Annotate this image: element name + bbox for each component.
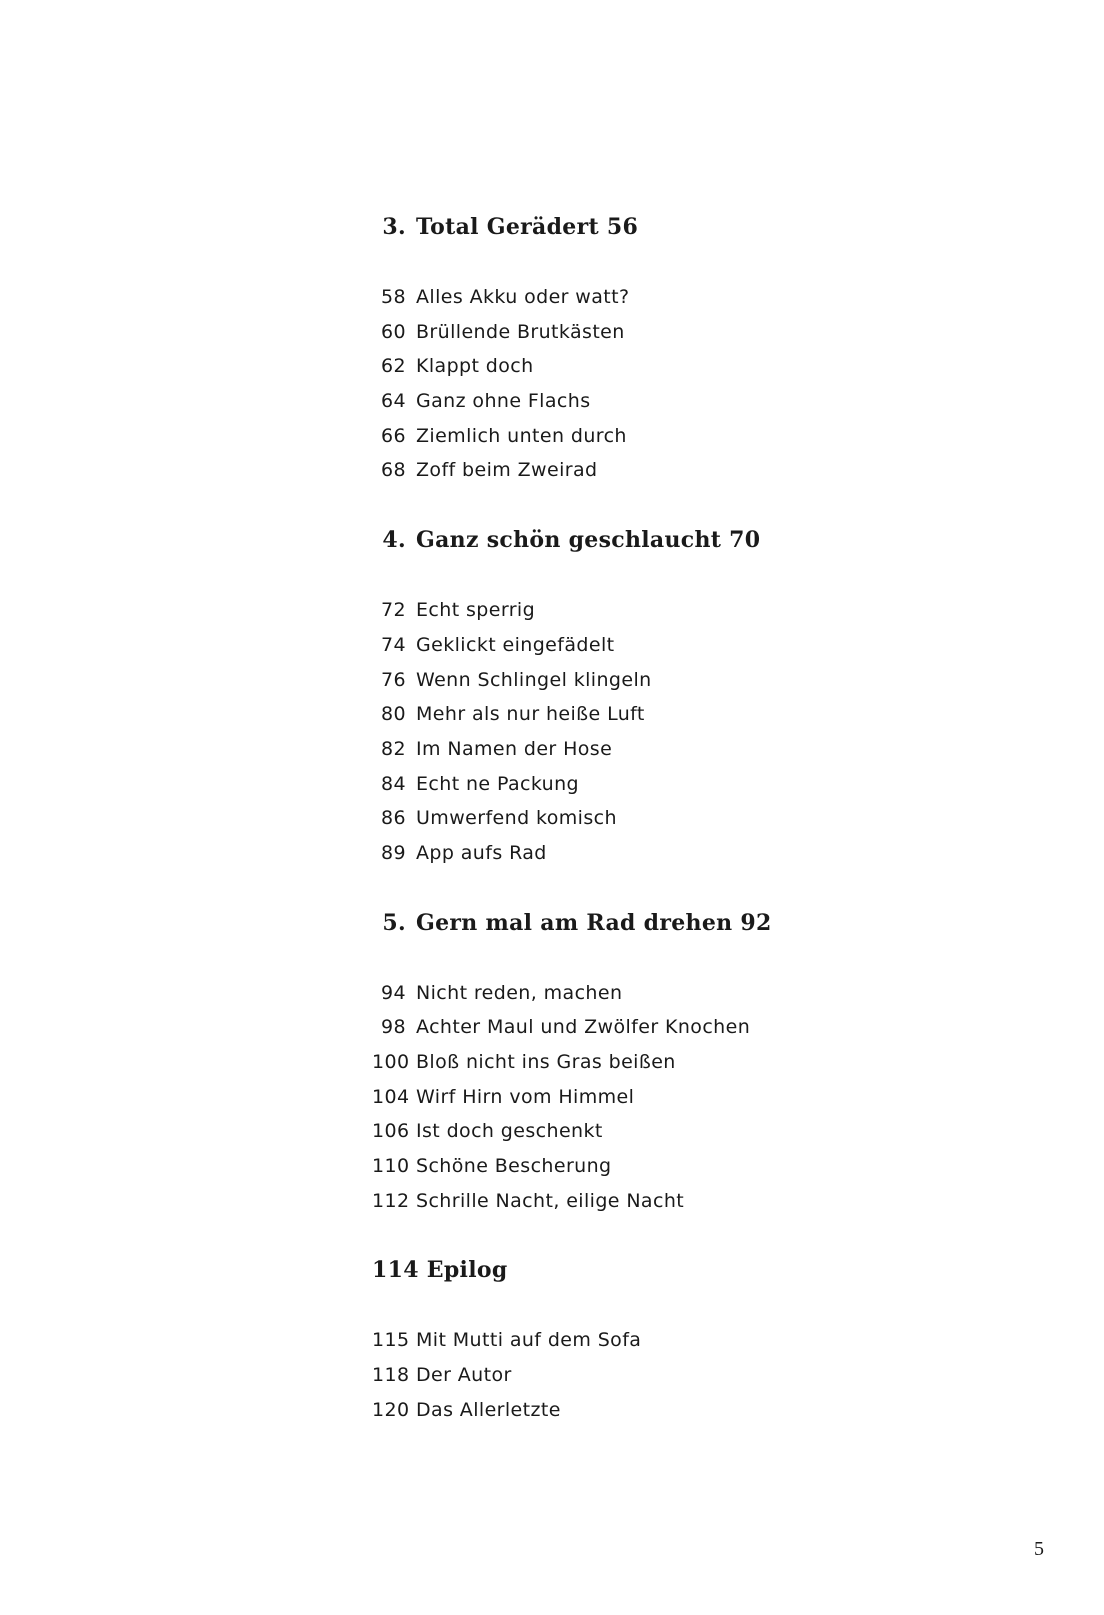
toc-entry: [372, 1323, 892, 1358]
entry-page: 118: [372, 1364, 410, 1387]
toc-entry: [372, 836, 892, 871]
entry-page: 104: [372, 1085, 410, 1108]
entry-page: 120: [372, 1398, 410, 1421]
entry-page: 74: [381, 633, 406, 656]
entry-page: 86: [381, 807, 406, 830]
toc-entry: [372, 663, 892, 698]
section-heading: [372, 210, 892, 244]
entry-title: Im Namen der Hose: [416, 737, 613, 760]
entry-page: 72: [381, 599, 406, 622]
entry-list: [372, 280, 892, 488]
entry-title: Das Allerletzte: [416, 1398, 561, 1421]
entry-page: 60: [381, 320, 406, 343]
section-title: Total Gerädert 56: [416, 214, 639, 240]
entry-title: App aufs Rad: [416, 841, 547, 864]
toc-entry: [372, 453, 892, 488]
entry-title: Mit Mutti auf dem Sofa: [416, 1329, 642, 1352]
entry-title: Ziemlich unten durch: [416, 424, 627, 447]
entry-page: 82: [381, 737, 406, 760]
page-number: 5: [1034, 1538, 1044, 1560]
entry-title: Der Autor: [416, 1364, 512, 1387]
entry-list: [372, 1323, 892, 1427]
section-heading: [372, 906, 892, 940]
entry-page: 76: [381, 668, 406, 691]
toc-section: [372, 906, 892, 1219]
entry-title: Geklickt eingefädelt: [416, 633, 615, 656]
entry-page: 112: [372, 1189, 410, 1212]
entry-page: 64: [381, 390, 406, 413]
entry-title: Wenn Schlingel klingeln: [416, 668, 652, 691]
entry-title: Brüllende Brutkästen: [416, 320, 625, 343]
toc-entry: [372, 419, 892, 454]
entry-page: 68: [381, 459, 406, 482]
toc-entry: [372, 1393, 892, 1428]
toc-section-epilog: [372, 1253, 892, 1427]
toc-entry: [372, 976, 892, 1011]
section-heading: [372, 523, 892, 557]
toc-entry: [372, 767, 892, 802]
entry-title: Schrille Nacht, eilige Nacht: [416, 1189, 685, 1212]
entry-title: Echt ne Packung: [416, 772, 580, 795]
entry-page: 100: [372, 1051, 410, 1073]
entry-page: 115: [372, 1329, 410, 1352]
section-heading: [372, 1253, 892, 1287]
entry-title: Umwerfend komisch: [416, 807, 617, 830]
toc-section: [372, 523, 892, 871]
entry-list: [372, 976, 892, 1219]
entry-page: 62: [381, 355, 406, 378]
entry-title: Ganz ohne Flachs: [416, 390, 591, 413]
toc-entry: [372, 1045, 892, 1080]
entry-page: 98: [381, 1016, 406, 1039]
toc-entry: [372, 1358, 892, 1393]
entry-title: Ist doch geschenkt: [416, 1120, 603, 1143]
section-title: 114 Epilog: [372, 1257, 508, 1284]
entry-title: Alles Akku oder watt?: [416, 286, 630, 308]
entry-page: 110: [372, 1155, 410, 1178]
entry-page: 89: [381, 841, 406, 864]
entry-list: [372, 593, 892, 871]
toc-entry: [372, 697, 892, 732]
toc-entry: [372, 628, 892, 663]
toc-entry: [372, 1114, 892, 1149]
entry-title: Achter Maul und Zwölfer Knochen: [416, 1016, 751, 1039]
entry-page: 66: [381, 424, 406, 447]
toc-entry: [372, 1184, 892, 1219]
entry-title: Zoff beim Zweirad: [416, 459, 598, 482]
section-number: 3.: [382, 214, 406, 240]
section-number: 5.: [382, 909, 406, 936]
entry-page: 58: [381, 286, 406, 308]
section-title: Gern mal am Rad drehen 92: [416, 909, 772, 936]
toc-entry: [372, 1080, 892, 1115]
section-title: Ganz schön geschlaucht 70: [416, 527, 761, 554]
entry-title: Nicht reden, machen: [416, 981, 623, 1004]
entry-title: Wirf Hirn vom Himmel: [416, 1085, 635, 1108]
toc-entry: [372, 801, 892, 836]
entry-title: Bloß nicht ins Gras beißen: [416, 1051, 676, 1073]
toc-entry: [372, 732, 892, 767]
toc-entry: [372, 315, 892, 350]
table-of-contents: [372, 210, 892, 1463]
toc-entry: [372, 1149, 892, 1184]
section-number: 4.: [382, 527, 406, 554]
entry-title: Echt sperrig: [416, 599, 536, 622]
toc-section: [372, 210, 892, 488]
toc-entry: [372, 1010, 892, 1045]
entry-page: 80: [381, 703, 406, 726]
entry-title: Schöne Bescherung: [416, 1155, 612, 1178]
toc-entry: [372, 280, 892, 315]
entry-title: Mehr als nur heiße Luft: [416, 703, 645, 726]
toc-entry: [372, 384, 892, 419]
toc-entry: [372, 593, 892, 628]
toc-entry: [372, 349, 892, 384]
entry-page: 94: [381, 981, 406, 1004]
entry-title: Klappt doch: [416, 355, 534, 378]
entry-page: 84: [381, 772, 406, 795]
entry-page: 106: [372, 1120, 410, 1143]
